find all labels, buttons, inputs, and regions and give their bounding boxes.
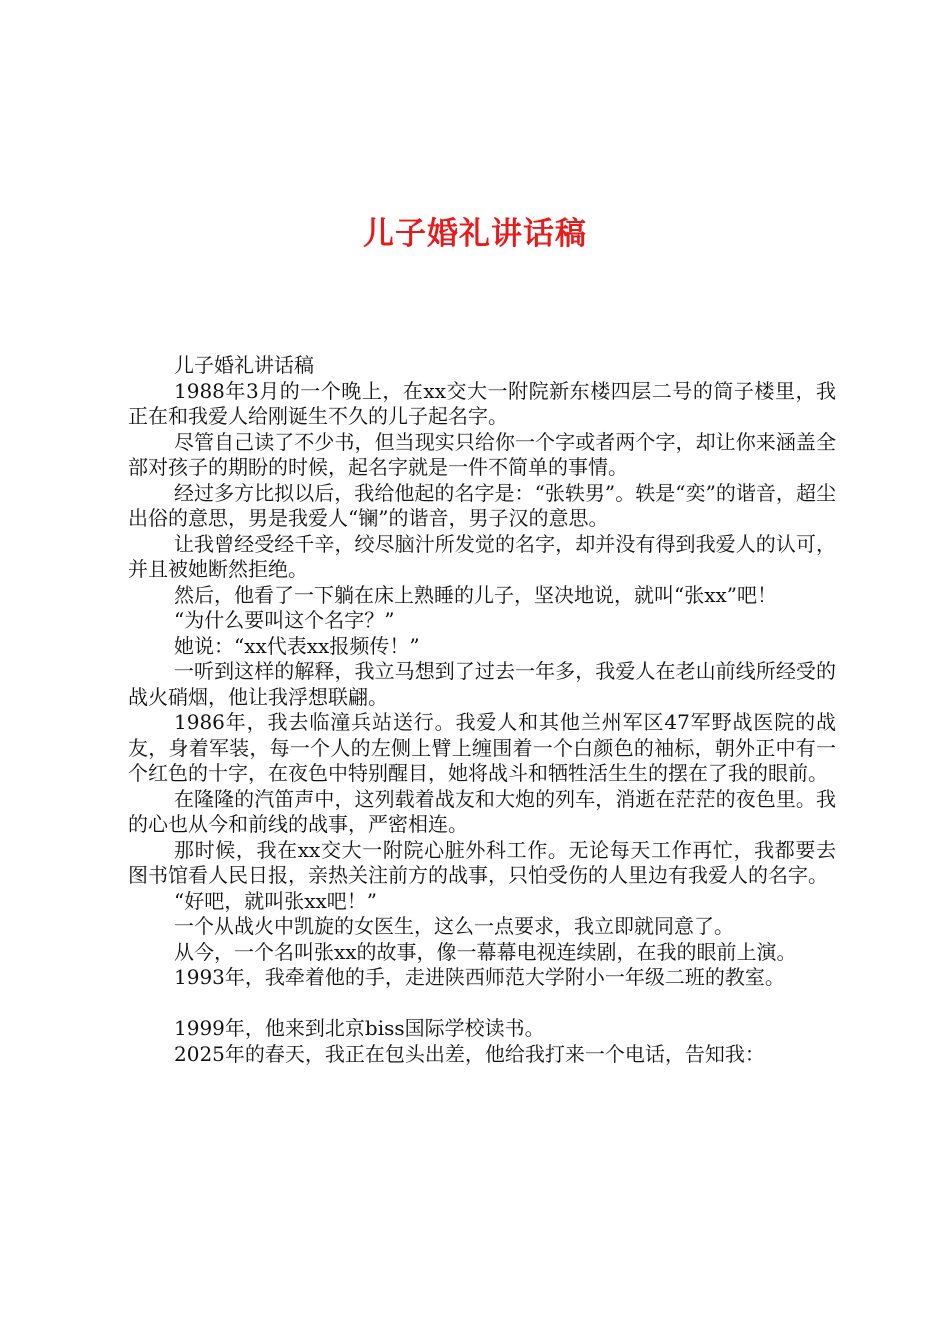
paragraph: 1993年，我牵着他的手，走进陕西师范大学附小一年级二班的教室。 (174, 965, 785, 989)
paragraph: 1986年，我去临潼兵站送行。我爱人和其他兰州军区47军野战医院的战友，身着军装，每一个人的左侧上臂上缠围着一个白颜色的袖标，朝外正中有一个红色的十字，在夜色中特别醒目，她将战斗和牺牲活生生的摆在了我的眼前。 (128, 710, 836, 785)
paragraph: 让我曾经受经千辛，绞尽脑汁所发觉的名字，却并没有得到我爱人的认可，并且被她断然拒绝。 (128, 531, 836, 581)
paragraph: 1999年，他来到北京biss国际学校读书。 (174, 1016, 545, 1040)
paragraph: 在隆隆的汽笛声中，这列载着战友和大炮的列车，消逝在茫茫的夜色里。我的心也从今和前线的战事，严密相连。 (128, 786, 836, 836)
paragraph-heading: 儿子婚礼讲话稿 (174, 353, 314, 377)
document-title: 儿子婚礼讲话稿 (363, 216, 587, 252)
paragraph: 她说：“xx代表xx报频传！” (174, 633, 420, 658)
paragraph: 尽管自己读了不少书，但当现实只给你一个字或者两个字，却让你来涵盖全部对孩子的期盼的时候，起名字就是一件不简单的事情。 (128, 429, 836, 479)
paragraph: 然后，他看了一下躺在床上熟睡的儿子，坚决地说，就叫“张xx”吧！ (174, 582, 778, 607)
paragraph: 从今，一个名叫张xx的故事，像一幕幕电视连续剧，在我的眼前上演。 (174, 939, 797, 964)
paragraph: 一听到这样的解释，我立马想到了过去一年多，我爱人在老山前线所经受的战火硝烟，他让我浮想联翩。 (128, 659, 836, 709)
paragraph: 那时候，我在xx交大一附院心脏外科工作。无论每天工作再忙，我都要去图书馆看人民日报，亲热关注前方的战事，只怕受伤的人里边有我爱人的名字。 (128, 837, 836, 887)
paragraph: 2025年的春天，我正在包头出差，他给我打来一个电话，告知我： (174, 1041, 765, 1066)
paragraph: 经过多方比拟以后，我给他起的名字是：“张轶男”。轶是“奕”的谐音，超尘出俗的意思，男是我爱人“镧”的谐音，男子汉的意思。 (128, 480, 836, 530)
blank-line (128, 991, 836, 1017)
document-body (128, 353, 836, 1067)
paragraph: 一个从战火中凯旋的女医生，这么一点要求，我立即就同意了。 (174, 914, 734, 938)
paragraph: “为什么要叫这个名字？” (174, 608, 395, 632)
paragraph: 1988年3月的一个晚上，在xx交大一附院新东楼四层二号的筒子楼里，我正在和我爱人给刚诞生不久的儿子起名字。 (128, 378, 836, 428)
paragraph: “好吧，就叫张xx吧！” (174, 888, 378, 913)
